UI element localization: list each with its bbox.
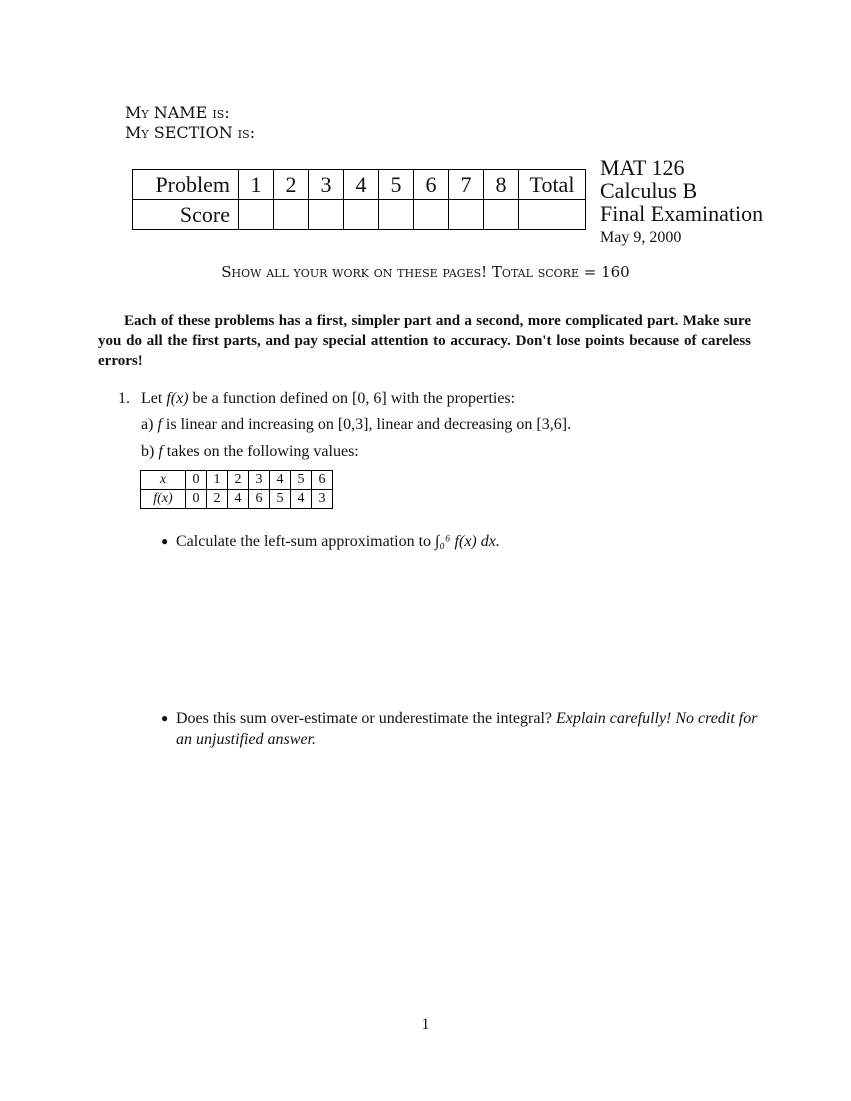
x-value: 1 (207, 471, 228, 490)
section-line: My SECTION is: (125, 123, 256, 142)
score-cell-3 (309, 200, 344, 230)
part-a-text: is linear and increasing on [0,3], linear and decreasing on [3,6]. (165, 416, 572, 433)
statement-pre: Let (141, 390, 163, 407)
problem-1-statement (141, 390, 515, 408)
fx-value: 6 (249, 490, 270, 509)
bullet-icon: ● (161, 711, 169, 725)
statement-func: f(x) (166, 390, 189, 407)
bullet-2-text: Does this sum over-estimate or underestimate the integral? (176, 710, 553, 727)
problem-1-header: 1 (239, 170, 274, 200)
part-a-label: a) (141, 416, 154, 433)
problem-6-header: 6 (414, 170, 449, 200)
score-header: Score (133, 200, 239, 230)
fx-row (141, 490, 333, 509)
fx-value: 4 (291, 490, 312, 509)
exam-date: May 9, 2000 (600, 229, 682, 246)
score-cell-total (519, 200, 586, 230)
score-cell-1 (239, 200, 274, 230)
problem-1-part-b (141, 443, 359, 461)
fx-value: 5 (270, 490, 291, 509)
bullet-1-integral: ∫₀⁶ f(x) dx. (435, 533, 500, 550)
exam-name: Final Examination (600, 201, 764, 226)
bullet-left-sum (161, 531, 756, 552)
fx-value: 2 (207, 490, 228, 509)
problem-row (133, 170, 586, 200)
score-cell-2 (274, 200, 309, 230)
bullet-1-text: Calculate the left-sum approximation to (176, 533, 432, 550)
x-value: 3 (249, 471, 270, 490)
problem-5-header: 5 (379, 170, 414, 200)
statement-post: be a function defined on [0, 6] with the properties: (192, 390, 516, 407)
bullet-icon: ● (161, 534, 169, 548)
part-b-var: f (158, 443, 163, 460)
bullet-estimate (161, 708, 761, 750)
fx-value: 4 (228, 490, 249, 509)
course-name: Calculus B (600, 178, 698, 203)
intro-paragraph: Each of these problems has a first, simpler part and a second, more complicated part. Make sure you do all the first parts, and pay special attention to accuracy. Don't lose points because of careless errors! (98, 313, 751, 369)
x-value: 2 (228, 471, 249, 490)
score-cell-7 (449, 200, 484, 230)
name-line: My NAME is: (125, 103, 230, 122)
fx-value: 3 (312, 490, 333, 509)
score-table (132, 169, 586, 230)
problem-2-header: 2 (274, 170, 309, 200)
problem-8-header: 8 (484, 170, 519, 200)
score-cell-5 (379, 200, 414, 230)
total-header: Total (519, 170, 586, 200)
score-row (133, 200, 586, 230)
bullet-2-emphasis: Explain carefully! No credit for an unjustified answer. (176, 710, 758, 748)
instructions: Show all your work on these pages! Total score = 160 (221, 263, 630, 281)
problem-1-part-a (141, 416, 571, 434)
values-table (140, 470, 333, 509)
problem-1-number: 1. (118, 390, 130, 407)
problem-7-header: 7 (449, 170, 484, 200)
score-cell-4 (344, 200, 379, 230)
part-b-label: b) (141, 443, 155, 460)
part-a-var: f (157, 416, 162, 433)
problem-header: Problem (133, 170, 239, 200)
x-value: 5 (291, 471, 312, 490)
score-cell-8 (484, 200, 519, 230)
problem-4-header: 4 (344, 170, 379, 200)
course-code: MAT 126 (600, 155, 685, 180)
x-label: x (141, 471, 186, 490)
x-value: 4 (270, 471, 291, 490)
problem-3-header: 3 (309, 170, 344, 200)
page-number: 1 (421, 1016, 430, 1033)
part-b-text: takes on the following values: (166, 443, 359, 460)
x-value: 6 (312, 471, 333, 490)
score-cell-6 (414, 200, 449, 230)
x-row (141, 471, 333, 490)
x-value: 0 (186, 471, 207, 490)
fx-label: f(x) (141, 490, 186, 509)
fx-value: 0 (186, 490, 207, 509)
